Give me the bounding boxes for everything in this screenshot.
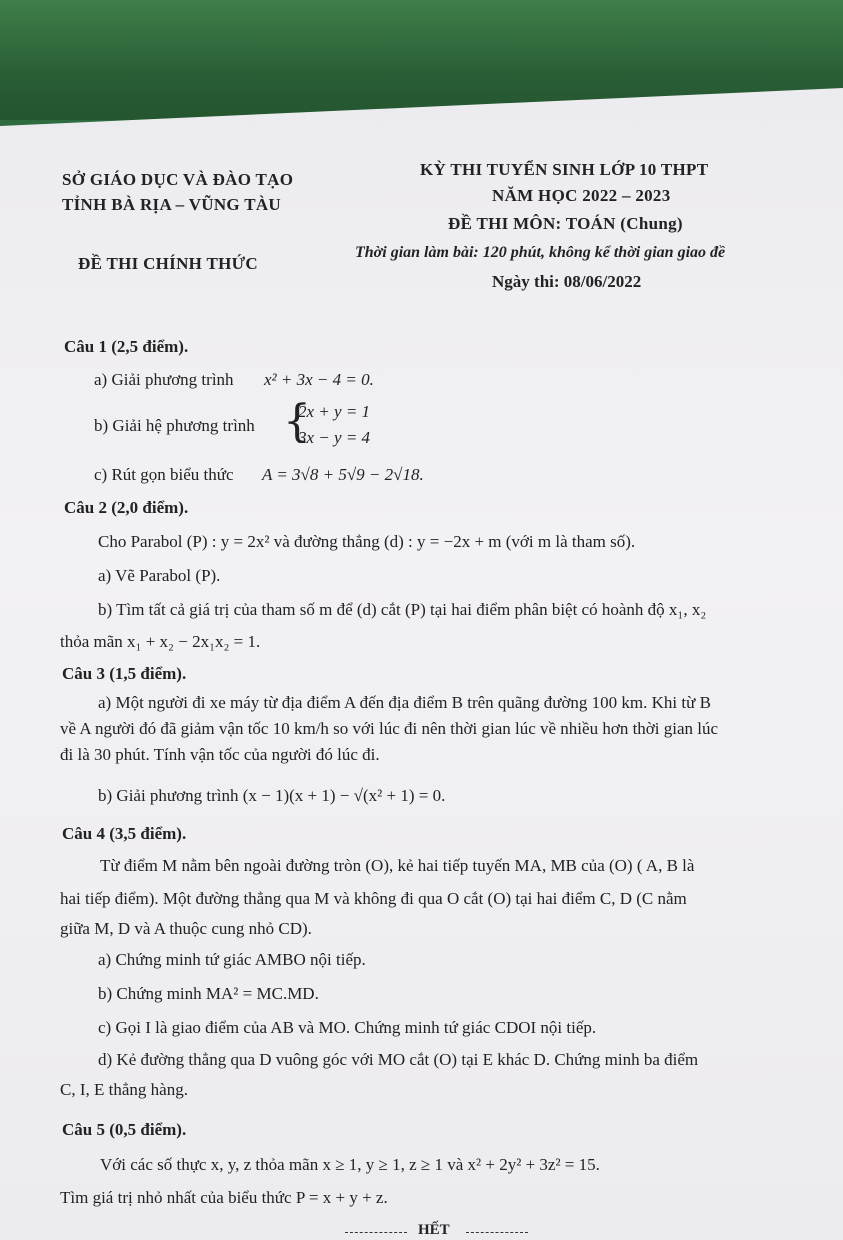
department-name: SỞ GIÁO DỤC VÀ ĐÀO TẠO [62, 170, 294, 189]
q1b-equation-2: 3x − y = 4 [298, 428, 371, 447]
q3b-text: b) Giải phương trình (x − 1)(x + 1) − √(x² + 1) = 0. [98, 786, 446, 805]
province-name: TỈNH BÀ RỊA – VŨNG TÀU [62, 195, 281, 214]
q5-task: Tìm giá trị nhỏ nhất của biểu thức P = x + y + z. [60, 1188, 388, 1207]
q1c-text: c) Rút gọn biểu thức [94, 465, 234, 484]
q1b-equation-1: 2x + y = 1 [298, 402, 371, 421]
time-note: Thời gian làm bài: 120 phút, không kể thời gian giao đề [355, 244, 726, 261]
q1a-equation: x² + 3x − 4 = 0. [264, 370, 374, 389]
q4-paragraph-2: hai tiếp điểm). Một đường thẳng qua M và không đi qua O cắt (O) tại hai điểm C, D (C nằm [60, 889, 687, 908]
q2-title: Câu 2 (2,0 điểm). [64, 498, 189, 517]
q2b-condition: thỏa mãn x₁ + x₂ − 2x₁x₂ = 1. [60, 632, 261, 651]
q4b-text: b) Chứng minh MA² = MC.MD. [98, 984, 319, 1003]
q4a-text: a) Chứng minh tứ giác AMBO nội tiếp. [98, 950, 366, 969]
q1-title: Câu 1 (2,5 điểm). [64, 337, 189, 356]
q3a-line-3: đi là 30 phút. Tính vận tốc của người đó lúc đi. [60, 745, 380, 764]
q4d-line-1: d) Kẻ đường thẳng qua D vuông góc với MO cắt (O) tại E khác D. Chứng minh ba điểm [98, 1050, 699, 1069]
subject-title: ĐỀ THI MÔN: TOÁN (Chung) [448, 214, 683, 233]
q5-conditions: Với các số thực x, y, z thỏa mãn x ≥ 1, y ≥ 1, z ≥ 1 và x² + 2y² + 3z² = 15. [100, 1155, 600, 1174]
exam-title: KỲ THI TUYỂN SINH LỚP 10 THPT [420, 160, 709, 179]
q4-title: Câu 4 (3,5 điểm). [62, 824, 187, 843]
q1a-text: a) Giải phương trình [94, 370, 234, 389]
exam-date: Ngày thi: 08/06/2022 [492, 272, 642, 291]
q3-title: Câu 3 (1,5 điểm). [62, 664, 187, 683]
q3a-line-2: về A người đó đã giảm vận tốc 10 km/h so với lúc đi nên thời gian lúc về nhiều hơn thời gian lúc [60, 719, 719, 738]
q2-intro: Cho Parabol (P) : y = 2x² và đường thẳng (d) : y = −2x + m (với m là tham số). [98, 532, 636, 551]
end-marker: HẾT [418, 1222, 450, 1238]
q4c-text: c) Gọi I là giao điểm của AB và MO. Chứng minh tứ giác CDOI nội tiếp. [98, 1018, 597, 1037]
q1b-text: b) Giải hệ phương trình [94, 416, 255, 435]
q1c-equation: A = 3√8 + 5√9 − 2√18. [262, 465, 424, 484]
q4d-line-2: C, I, E thẳng hàng. [60, 1080, 188, 1099]
official-label: ĐỀ THI CHÍNH THỨC [78, 254, 259, 273]
q4-paragraph-1: Từ điểm M nằm bên ngoài đường tròn (O), kẻ hai tiếp tuyến MA, MB của (O) ( A, B là [100, 856, 695, 875]
system-brace: { [283, 396, 311, 447]
q5-title: Câu 5 (0,5 điểm). [62, 1120, 187, 1139]
footer-dash-left [345, 1232, 407, 1233]
q4-paragraph-3: giữa M, D và A thuộc cung nhỏ CD). [60, 919, 312, 938]
footer-dash-right [466, 1232, 528, 1233]
q2b-text: b) Tìm tất cả giá trị của tham số m để (d) cắt (P) tại hai điểm phân biệt có hoành độ x₁, x₂ [98, 600, 707, 619]
q2a-text: a) Vẽ Parabol (P). [98, 566, 221, 585]
school-year: NĂM HỌC 2022 – 2023 [492, 186, 671, 205]
q3a-line-1: a) Một người đi xe máy từ địa điểm A đến địa điểm B trên quãng đường 100 km. Khi từ B [98, 693, 711, 712]
